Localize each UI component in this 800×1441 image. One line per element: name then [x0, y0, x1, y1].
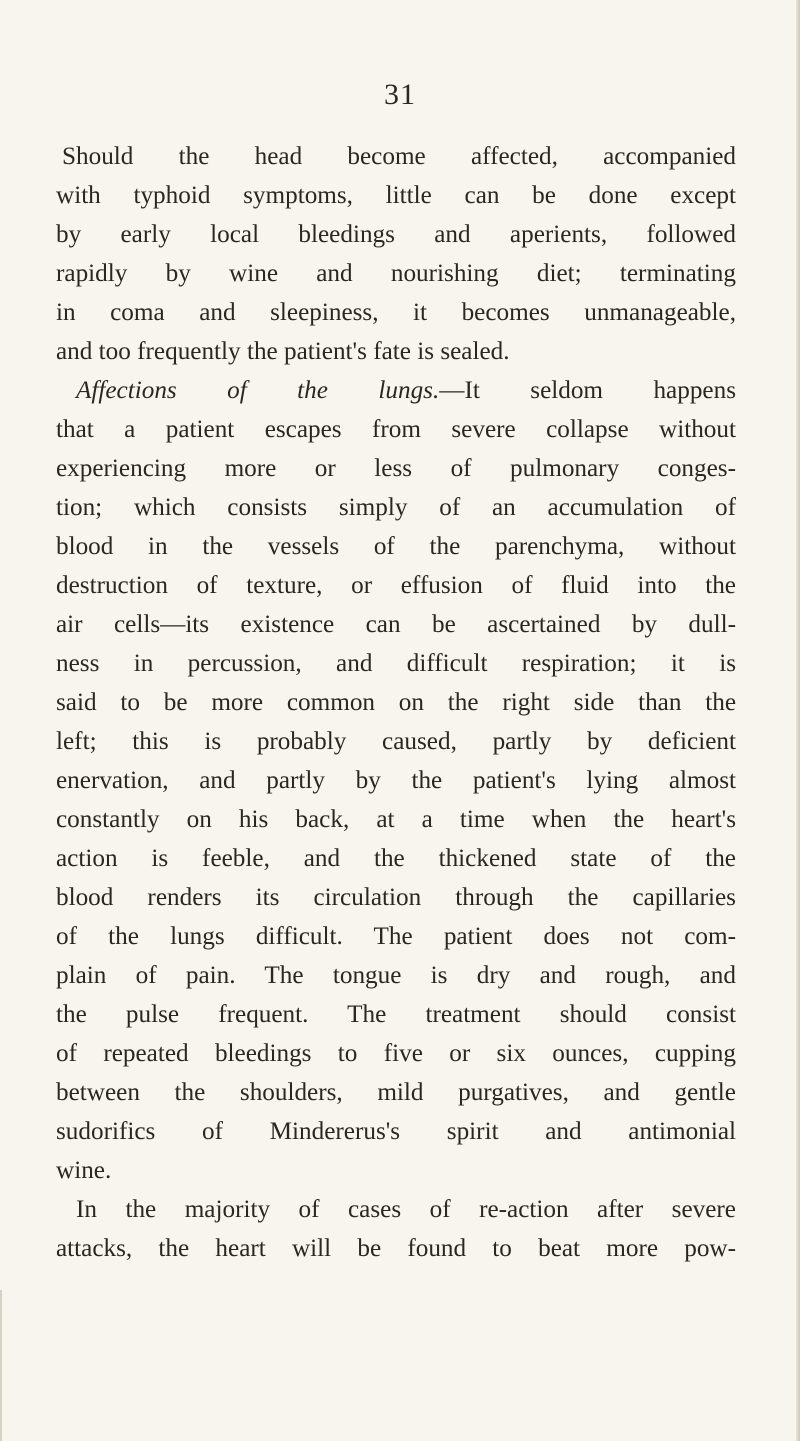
text-line: Should the head become affected, accompanied — [62, 143, 736, 170]
text-line: experiencing more or less of pulmonary conges- — [56, 455, 736, 482]
text-line: action is feeble, and the thickened state of the — [56, 845, 736, 872]
text-line: said to be more common on the right side than the — [56, 689, 736, 716]
text-line: sudorifics of Mindererus's spirit and antimonial — [56, 1118, 736, 1145]
text-line: air cells—its existence can be ascertained by dull- — [56, 611, 736, 638]
text-line: that a patient escapes from severe collapse without — [56, 416, 736, 443]
text-line: of repeated bleedings to five or six ounces, cupping — [56, 1040, 736, 1067]
text-line: blood in the vessels of the parenchyma, without — [56, 533, 736, 560]
text-line: destruction of texture, or effusion of fluid into the — [56, 572, 736, 599]
text-line: wine. — [56, 1157, 112, 1184]
paragraph-start-line: In the majority of cases of re-action after severe — [76, 1196, 736, 1223]
text-line: constantly on his back, at a time when the heart's — [56, 806, 736, 833]
text-line: and too frequently the patient's fate is sealed. — [56, 338, 510, 365]
text-line: with typhoid symptoms, little can be done except — [56, 182, 736, 209]
text-line: rapidly by wine and nourishing diet; terminating — [56, 260, 736, 287]
section-start-line — [56, 371, 736, 410]
text-line: attacks, the heart will be found to beat more pow- — [56, 1235, 736, 1262]
text-line: enervation, and partly by the patient's lying almost — [56, 767, 736, 794]
text-line: by early local bleedings and aperients, followed — [56, 221, 736, 248]
text-line: plain of pain. The tongue is dry and rough, and — [56, 962, 736, 989]
text-line: the pulse frequent. The treatment should consist — [56, 1001, 736, 1028]
text-line: of the lungs difficult. The patient does not com- — [56, 923, 736, 950]
text-line: left; this is probably caused, partly by deficient — [56, 728, 736, 755]
text-line: ness in percussion, and difficult respiration; it is — [56, 650, 736, 677]
text-line: blood renders its circulation through the capillaries — [56, 884, 736, 911]
page-right-edge — [796, 0, 800, 1441]
body-text — [56, 137, 736, 1268]
page-number: 31 — [384, 78, 416, 111]
section-heading-continuation: —It seldom happens — [439, 377, 736, 404]
text-line: between the shoulders, mild purgatives, and gentle — [56, 1079, 736, 1106]
page-left-edge-mark — [0, 1290, 2, 1441]
text-line: tion; which consists simply of an accumulation of — [56, 494, 736, 521]
section-heading: Affections of the lungs. — [76, 377, 440, 404]
text-line: in coma and sleepiness, it becomes unmanageable, — [56, 299, 736, 326]
